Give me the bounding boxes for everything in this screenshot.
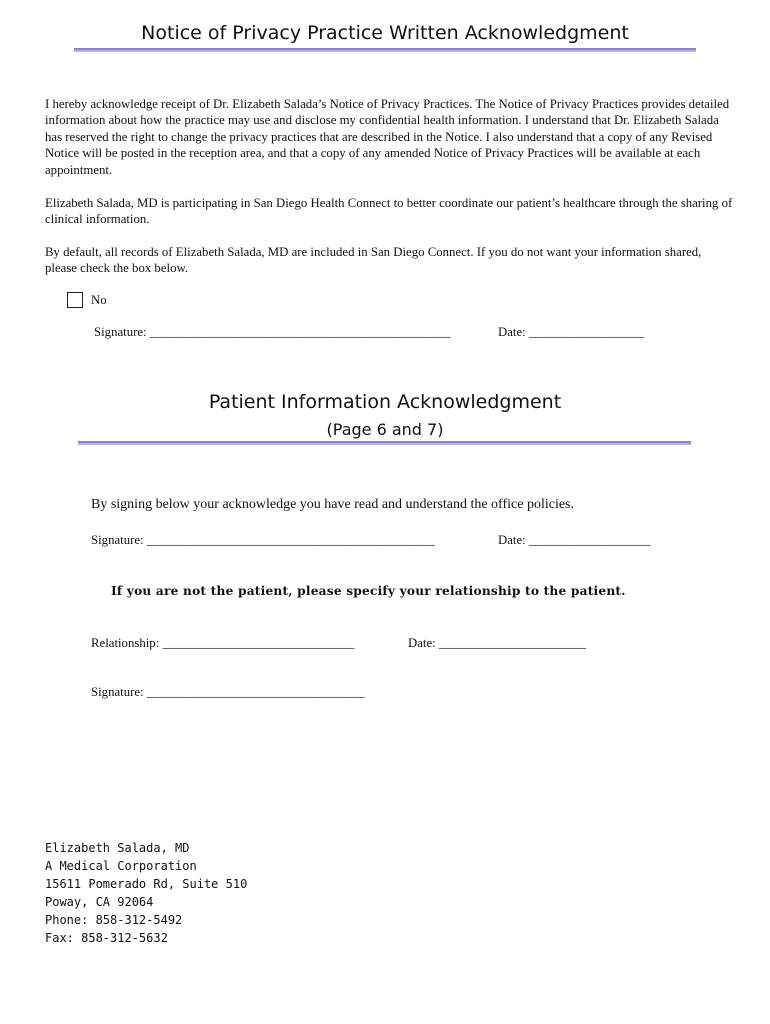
address-line-name: Elizabeth Salada, MD (45, 841, 190, 855)
patient-info-title: Patient Information Acknowledgment (208, 391, 562, 413)
signature-field-1[interactable]: Signature: _______________________________________________ (94, 325, 451, 339)
address-line-fax: Fax: 858-312-5632 (45, 931, 168, 945)
privacy-paragraph: I hereby acknowledge receipt of Dr. Elizabeth Salada’s Notice of Privacy Practices. The Notice of Privacy Practices provides detailed information about how the practice may use and disclose my confidential health information. I understand that Dr. Elizabeth Salada has reserved the right to change the privacy practices that are described in the Notice. I also understand that a copy of any Revised Notice will be posted in the reception area, and that a copy of any amended Notice of Privacy Practices will be available at each appointment. (45, 97, 730, 177)
date-field-1[interactable]: Date: __________________ (498, 325, 645, 339)
address-line-phone: Phone: 858-312-5492 (45, 913, 183, 927)
section2-divider (78, 441, 691, 445)
patient-info-subtitle: (Page 6 and 7) (326, 420, 444, 439)
relationship-field[interactable]: Relationship: ______________________________ (91, 636, 355, 650)
signature-field-2[interactable]: Signature: _____________________________________________ (91, 533, 435, 547)
address-line-street: 15611 Pomerado Rd, Suite 510 (45, 877, 248, 891)
title-divider (74, 48, 696, 52)
default-records-paragraph: By default, all records of Elizabeth Salada, MD are included in San Diego Connect. If you do not want your information shared, please check the box below. (45, 245, 702, 276)
acknowledge-statement: By signing below your acknowledge you have read and understand the office policies. (91, 497, 574, 512)
notice-title: Notice of Privacy Practice Written Acknowledgment (141, 22, 629, 44)
health-connect-paragraph: Elizabeth Salada, MD is participating in San Diego Health Connect to better coordinate our patient’s healthcare through the sharing of clinical information. (45, 196, 733, 227)
no-share-label: No (91, 293, 107, 307)
signature-field-3[interactable]: Signature: __________________________________ (91, 685, 365, 699)
address-line-corp: A Medical Corporation (45, 859, 197, 873)
practice-address (45, 839, 247, 947)
relationship-date-field[interactable]: Date: _______________________ (408, 636, 587, 650)
date-field-2[interactable]: Date: ___________________ (498, 533, 651, 547)
non-patient-notice: If you are not the patient, please specify your relationship to the patient. (111, 584, 626, 598)
address-line-city: Poway, CA 92064 (45, 895, 154, 909)
no-share-checkbox[interactable] (67, 292, 83, 308)
